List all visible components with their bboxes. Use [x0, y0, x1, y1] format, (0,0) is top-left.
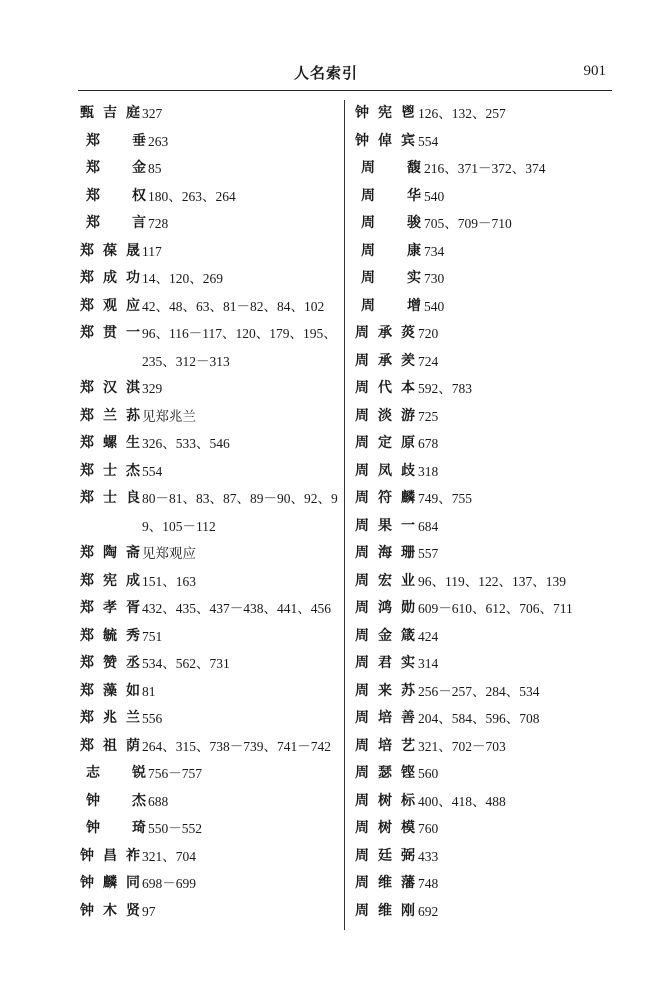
index-entry: [355, 843, 615, 871]
entry-pages: 151、163: [142, 573, 196, 589]
index-entry: [355, 128, 615, 156]
entry-pages: 698－699: [142, 876, 196, 891]
index-entry: [355, 485, 615, 513]
entry-name: 郑权: [86, 187, 146, 204]
entry-name: 周维藩: [355, 875, 415, 891]
entry-name: 郑毓秀: [80, 627, 140, 644]
entry-name: 郑言: [86, 215, 146, 231]
entry-name: 郑金: [86, 160, 146, 176]
index-entry: [80, 210, 340, 238]
entry-pages: 725: [418, 408, 439, 424]
entry-pages: 180、263、264: [148, 188, 236, 204]
entry-name: 周金箴: [355, 627, 415, 644]
entry-name: 周果一: [355, 517, 415, 534]
entry-pages: 540: [424, 298, 445, 314]
index-column-right: [355, 100, 615, 925]
entry-name: 郑陶斋: [80, 545, 140, 561]
entry-name: 郑兆兰: [80, 710, 140, 726]
index-entry: [80, 320, 340, 375]
entry-pages: 724: [418, 353, 439, 369]
entry-pages: 400、418、488: [418, 793, 506, 809]
entry-pages: 85: [148, 161, 162, 176]
entry-name: 郑汉淇: [80, 380, 140, 396]
index-entry: [80, 485, 340, 540]
entry-name: 周馥: [361, 160, 421, 176]
entry-pages: 264、315、738－739、741－742: [142, 738, 331, 754]
entry-name: 郑葆晟: [80, 242, 140, 259]
index-entry: [80, 623, 340, 651]
entry-name: 郑观应: [80, 297, 140, 314]
entry-pages: 760: [418, 821, 439, 836]
entry-pages: 540: [424, 188, 445, 204]
entry-pages: 554: [418, 133, 439, 149]
entry-name: 郑祖荫: [80, 737, 140, 754]
entry-pages: 318: [418, 463, 439, 479]
entry-name: 郑士良: [80, 490, 140, 506]
index-entry: [80, 540, 340, 568]
entry-name: 周骏: [361, 215, 421, 231]
entry-pages: 749、755: [418, 491, 472, 506]
entry-name: 钟麟同: [80, 875, 140, 891]
index-entry: [80, 403, 340, 431]
entry-name: 周定原: [355, 435, 415, 451]
entry-name: 郑孝胥: [80, 600, 140, 616]
index-entry: [355, 568, 615, 596]
entry-name: 周承菼: [355, 325, 415, 341]
entry-pages: 81: [142, 683, 156, 699]
entry-pages: 329: [142, 381, 163, 396]
entry-name: 钟木贤: [80, 902, 140, 919]
entry-pages: 550－552: [148, 821, 202, 836]
index-entry: [355, 898, 615, 926]
entry-pages: 734: [424, 243, 445, 259]
index-entry: [80, 458, 340, 486]
entry-name: 郑兰荪: [80, 407, 140, 424]
index-entry: [80, 733, 340, 761]
index-entry: [355, 815, 615, 843]
index-entry: [80, 678, 340, 706]
entry-pages: 216、371－372、374: [424, 161, 546, 176]
entry-pages: 见郑兆兰: [142, 408, 196, 424]
entry-name: 周华: [361, 187, 421, 204]
index-entry: [355, 733, 615, 761]
index-entry: [80, 650, 340, 678]
entry-pages: 688: [148, 793, 169, 809]
entry-pages: 326、533、546: [142, 436, 230, 451]
entry-name: 钟宪鬯: [355, 105, 415, 121]
entry-name: 周符麟: [355, 490, 415, 506]
index-entry: [355, 320, 615, 348]
entry-name: 周君实: [355, 655, 415, 671]
entry-name: 周培善: [355, 710, 415, 726]
entry-pages: 554: [142, 463, 163, 479]
column-divider: [344, 100, 345, 930]
index-entry: [355, 430, 615, 458]
entry-pages: 321、702－703: [418, 738, 506, 754]
page-number: 901: [583, 63, 606, 79]
entry-pages: 424: [418, 628, 439, 644]
entry-pages: 327: [142, 106, 163, 121]
index-entry: [355, 650, 615, 678]
entry-name: 周维刚: [355, 902, 415, 919]
header-rule: [78, 90, 612, 91]
entry-pages: 534、562、731: [142, 656, 230, 671]
index-entry: [355, 155, 615, 183]
entry-pages: 126、132、257: [418, 106, 506, 121]
index-entry: [355, 458, 615, 486]
index-entry: [355, 705, 615, 733]
entry-pages: 314: [418, 656, 439, 671]
entry-pages: 556: [142, 711, 163, 726]
entry-name: 周康: [361, 242, 421, 259]
entry-name: 周增: [361, 297, 421, 314]
entry-pages: 96、119、122、137、139: [418, 573, 566, 589]
entry-pages: 720: [418, 326, 439, 341]
index-entry: [80, 815, 340, 843]
index-entry: [355, 375, 615, 403]
entry-name: 甄吉庭: [80, 105, 140, 121]
index-entry: [355, 100, 615, 128]
entry-name: 周鸿勋: [355, 600, 415, 616]
index-entry: [355, 870, 615, 898]
entry-pages: 560: [418, 766, 439, 781]
index-entry: [80, 238, 340, 266]
index-entry: [355, 238, 615, 266]
index-entry: [80, 155, 340, 183]
entry-name: 郑垂: [86, 132, 146, 149]
index-entry: [355, 513, 615, 541]
entry-name: 周凤歧: [355, 462, 415, 479]
entry-name: 郑藻如: [80, 682, 140, 699]
entry-name: 周淡游: [355, 407, 415, 424]
index-entry: [80, 375, 340, 403]
entry-pages: 748: [418, 876, 439, 891]
index-entry: [80, 788, 340, 816]
entry-name: 周树标: [355, 792, 415, 809]
index-entry: [80, 430, 340, 458]
index-entry: [355, 788, 615, 816]
index-entry: [355, 210, 615, 238]
entry-name: 周树模: [355, 820, 415, 836]
entry-pages: 756－757: [148, 766, 202, 781]
entry-pages: 117: [142, 243, 162, 259]
entry-name: 周廷弼: [355, 847, 415, 864]
entry-name: 郑贯一: [80, 325, 140, 341]
index-entry: [355, 595, 615, 623]
index-entry: [355, 623, 615, 651]
entry-pages: 433: [418, 848, 439, 864]
index-entry: [355, 403, 615, 431]
index-entry: [80, 128, 340, 156]
entry-pages: 14、120、269: [142, 271, 223, 286]
entry-name: 周海珊: [355, 545, 415, 561]
entry-name: 郑螺生: [80, 435, 140, 451]
index-entry: [80, 568, 340, 596]
entry-name: 钟杰: [86, 792, 146, 809]
entry-pages: 751: [142, 628, 163, 644]
entry-name: 郑士杰: [80, 462, 140, 479]
index-entry: [80, 293, 340, 321]
entry-pages: 678: [418, 436, 439, 451]
index-entry: [355, 540, 615, 568]
entry-name: 周代本: [355, 380, 415, 396]
entry-pages: 见郑观应: [142, 546, 196, 561]
index-entry: [355, 183, 615, 211]
entry-name: 志锐: [86, 765, 146, 781]
index-entry: [80, 183, 340, 211]
entry-pages: 609－610、612、706、711: [418, 601, 573, 616]
index-entry: [80, 760, 340, 788]
entry-name: 钟琦: [86, 820, 146, 836]
entry-name: 钟昌祚: [80, 847, 140, 864]
index-entry: [355, 265, 615, 293]
entry-name: 郑宪成: [80, 572, 140, 589]
page-title: 人名索引: [293, 64, 358, 82]
entry-pages: 42、48、63、81－82、84、102: [142, 298, 325, 314]
index-entry: [80, 100, 340, 128]
entry-pages: 592、783: [418, 381, 472, 396]
entry-name: 周宏业: [355, 572, 415, 589]
index-entry: [355, 678, 615, 706]
entry-name: 周培艺: [355, 737, 415, 754]
index-entry: [355, 760, 615, 788]
entry-pages: 256－257、284、534: [418, 683, 540, 699]
entry-pages: 432、435、437－438、441、456: [142, 601, 331, 616]
entry-pages: 730: [424, 271, 445, 286]
entry-pages: 557: [418, 546, 439, 561]
entry-name: 郑成功: [80, 270, 140, 286]
entry-name: 郑赞丞: [80, 655, 140, 671]
entry-name: 周来苏: [355, 682, 415, 699]
index-entry: [80, 843, 340, 871]
entry-pages: 728: [148, 216, 169, 231]
entry-name: 周瑟铿: [355, 765, 415, 781]
entry-pages: 705、709－710: [424, 216, 512, 231]
index-entry: [80, 898, 340, 926]
entry-pages: 96、116－117、120、179、195、235、312－313: [142, 326, 337, 369]
entry-name: 周实: [361, 270, 421, 286]
entry-name: 钟倬宾: [355, 132, 415, 149]
index-entry: [80, 870, 340, 898]
entry-pages: 204、584、596、708: [418, 711, 540, 726]
entry-pages: 80－81、83、87、89－90、92、99、105－112: [142, 491, 338, 534]
entry-pages: 97: [142, 903, 156, 919]
index-entry: [80, 705, 340, 733]
entry-name: 周承羑: [355, 352, 415, 369]
index-entry: [355, 348, 615, 376]
entry-pages: 684: [418, 518, 439, 534]
entry-pages: 321、704: [142, 848, 196, 864]
index-entry: [355, 293, 615, 321]
entry-pages: 692: [418, 903, 439, 919]
index-column-left: [80, 100, 340, 925]
index-entry: [80, 265, 340, 293]
entry-pages: 263: [148, 133, 169, 149]
index-entry: [80, 595, 340, 623]
